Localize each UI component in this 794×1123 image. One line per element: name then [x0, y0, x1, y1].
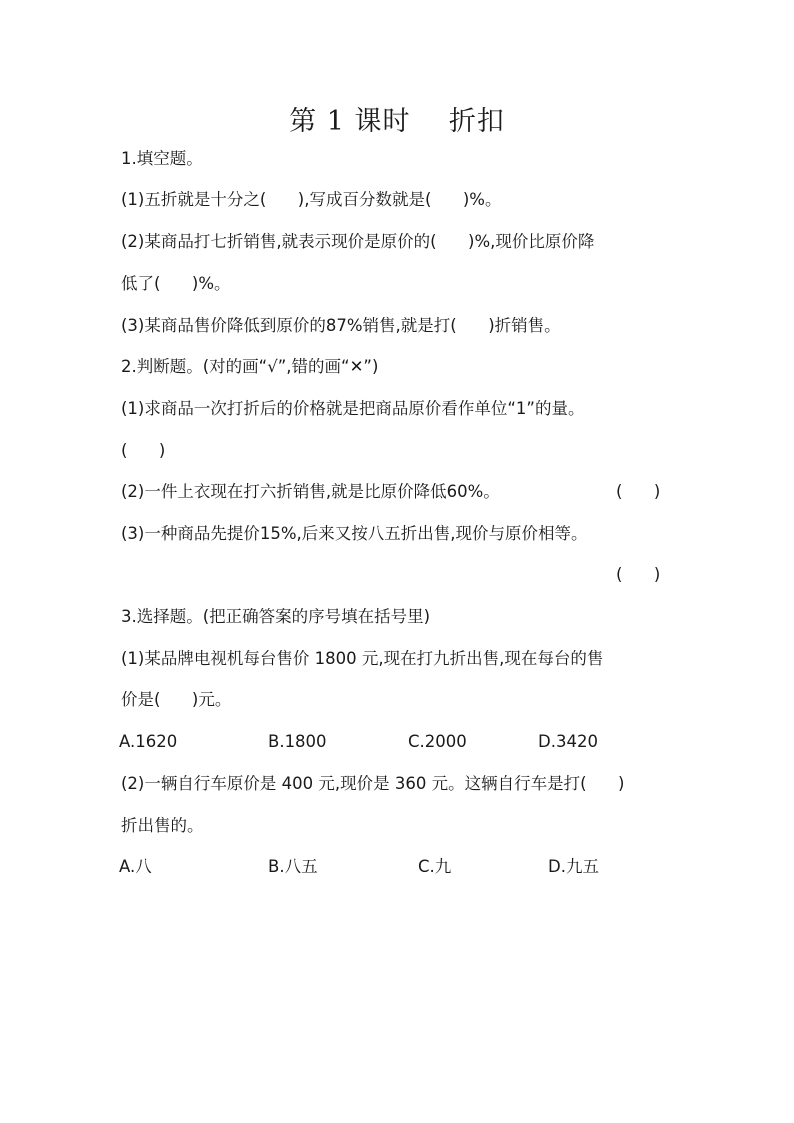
judge-question-2-answer-paren: ( ) [616, 482, 661, 501]
choice-q1-option-a: A.1620 [119, 732, 178, 751]
choice-q1-option-b: B.1800 [268, 732, 327, 751]
choice-q2-option-a: A.八 [119, 857, 152, 876]
section2-heading: 2.判断题。(对的画“√”,错的画“✕”) [121, 357, 379, 376]
judge-question-3-answer-paren: ( ) [616, 565, 661, 584]
choice-q2-option-d: D.九五 [548, 857, 599, 876]
fill-question-2-line2: 低了( )%。 [121, 274, 231, 293]
choice-question-2-line2: 折出售的。 [121, 816, 204, 835]
choice-q2-option-b: B.八五 [268, 857, 318, 876]
choice-q2-option-c: C.九 [418, 857, 452, 876]
section1-heading: 1.填空题。 [121, 149, 203, 168]
judge-question-3: (3)一种商品先提价15%,后来又按八五折出售,现价与原价相等。 [121, 524, 588, 543]
page-title: 第 1 课时 折扣 [289, 106, 505, 137]
choice-question-1-line2: 价是( )元。 [121, 690, 232, 709]
judge-question-2: (2)一件上衣现在打六折销售,就是比原价降低60%。 [121, 482, 500, 501]
choice-q1-option-c: C.2000 [408, 732, 467, 751]
judge-question-1-answer-paren: ( ) [121, 441, 166, 460]
judge-question-1: (1)求商品一次打折后的价格就是把商品原价看作单位“1”的量。 [121, 399, 585, 418]
choice-question-1-line1: (1)某品牌电视机每台售价 1800 元,现在打九折出售,现在每台的售 [121, 649, 604, 668]
choice-question-2-line1: (2)一辆自行车原价是 400 元,现价是 360 元。这辆自行车是打( ) [121, 774, 625, 793]
choice-q1-option-d: D.3420 [538, 732, 598, 751]
section3-heading: 3.选择题。(把正确答案的序号填在括号里) [121, 607, 431, 626]
fill-question-1: (1)五折就是十分之( ),写成百分数就是( )%。 [121, 190, 502, 209]
fill-question-2-line1: (2)某商品打七折销售,就表示现价是原价的( )%,现价比原价降 [121, 232, 595, 251]
fill-question-3: (3)某商品售价降低到原价的87%销售,就是打( )折销售。 [121, 316, 561, 335]
